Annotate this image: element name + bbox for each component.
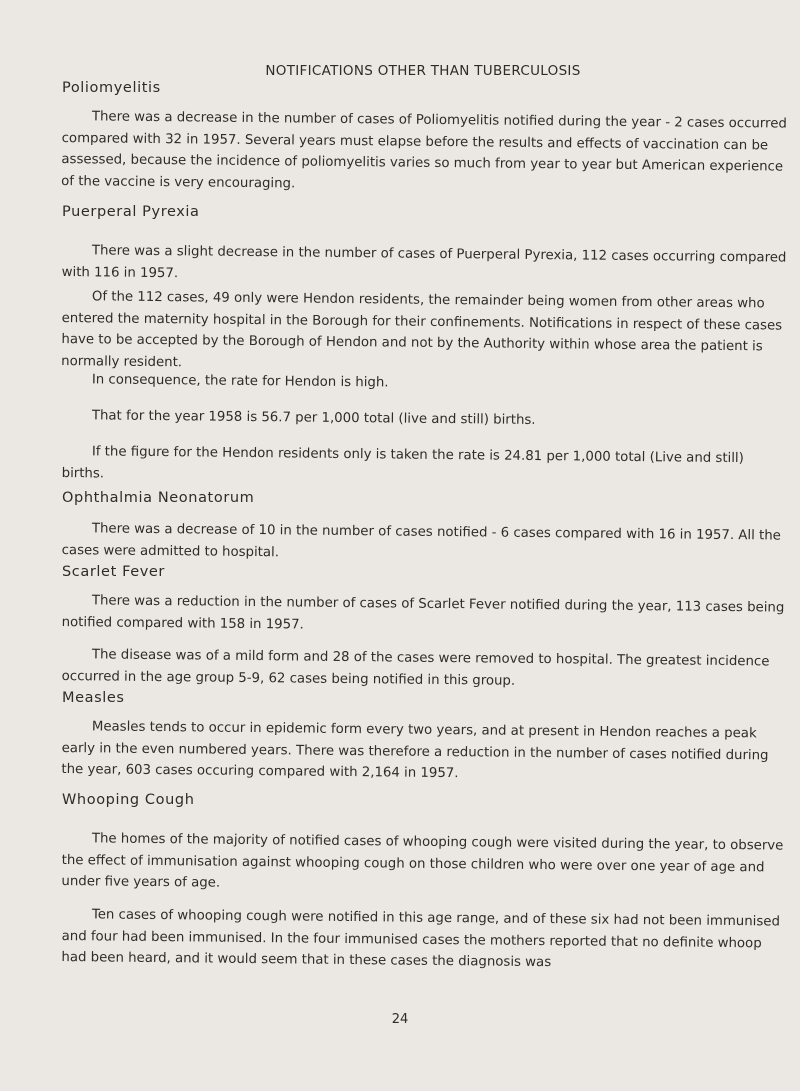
paragraph: Measles tends to occur in epidemic form every two years, and at present in Hendon reaches a peak early in the even numbered years. There was therefore a reduction in the number of cases notified during the year, 603 cases occuring compared with 2,164 in 1957. bbox=[61, 719, 769, 782]
paragraph: In consequence, the rate for Hendon is high. bbox=[91, 372, 389, 391]
section-heading-ophthalmia-neonatorum: Ophthalmia Neonatorum bbox=[62, 490, 255, 506]
paragraph: There was a reduction in the number of cases of Scarlet Fever notified during the year, 113 cases being notified compared with 158 in 1957. bbox=[61, 593, 785, 633]
paragraph: Ten cases of whooping cough were notified in this age range, and of these six had not been immunised and four had been immunised. In the four immunised cases the mothers reported that no definite whoop had been heard, and it would seem that in these cases the diagnosis was bbox=[61, 907, 781, 971]
paragraph: There was a decrease in the number of cases of Poliomyelitis notified during the year - 2 cases occurred compared with 32 in 1957. Several years must elapse before the results and effects of vaccination can be assessed, because the incidence of poliomyelitis varies so much from year to year but American experience of the vaccine is very encouraging. bbox=[61, 109, 787, 191]
paragraph: There was a decrease of 10 in the number of cases notified - 6 cases compared with 16 in 1957. All the cases were admitted to hospital. bbox=[61, 521, 781, 560]
page-title: NOTIFICATIONS OTHER THAN TUBERCULOSIS bbox=[265, 63, 581, 79]
section-heading-whooping-cough: Whooping Cough bbox=[62, 792, 195, 808]
section-heading-measles: Measles bbox=[62, 690, 125, 706]
page-number: 24 bbox=[391, 1012, 409, 1027]
section-heading-puerperal-pyrexia: Puerperal Pyrexia bbox=[62, 204, 200, 220]
section-heading-scarlet-fever: Scarlet Fever bbox=[62, 564, 165, 580]
paragraph: The homes of the majority of notified cases of whooping cough were visited during the year, to observe the effect of immunisation against whooping cough on those children who were over one year of age and under five years of age. bbox=[61, 831, 784, 891]
paragraph: There was a slight decrease in the number of cases of Puerperal Pyrexia, 112 cases occurring compared with 116 in 1957. bbox=[61, 243, 787, 281]
paragraph: The disease was of a mild form and 28 of the cases were removed to hospital. The greatest incidence occurred in the age group 5-9, 62 cases being notified in this group. bbox=[61, 647, 770, 689]
paragraph: Of the 112 cases, 49 only were Hendon residents, the remainder being women from other areas who entered the maternity hospital in the Borough for their confinements. Notifications in respect of these cases have to be accepted by the Borough of Hendon and not by the Authority within whose area the patient is normally resident. bbox=[61, 289, 783, 370]
paragraph: That for the year 1958 is 56.7 per 1,000 total (live and still) births. bbox=[91, 408, 536, 428]
section-heading-poliomyelitis: Poliomyelitis bbox=[62, 80, 161, 96]
paragraph: If the figure for the Hendon residents only is taken the rate is 24.81 per 1,000 total (Live and still) births. bbox=[61, 444, 744, 481]
